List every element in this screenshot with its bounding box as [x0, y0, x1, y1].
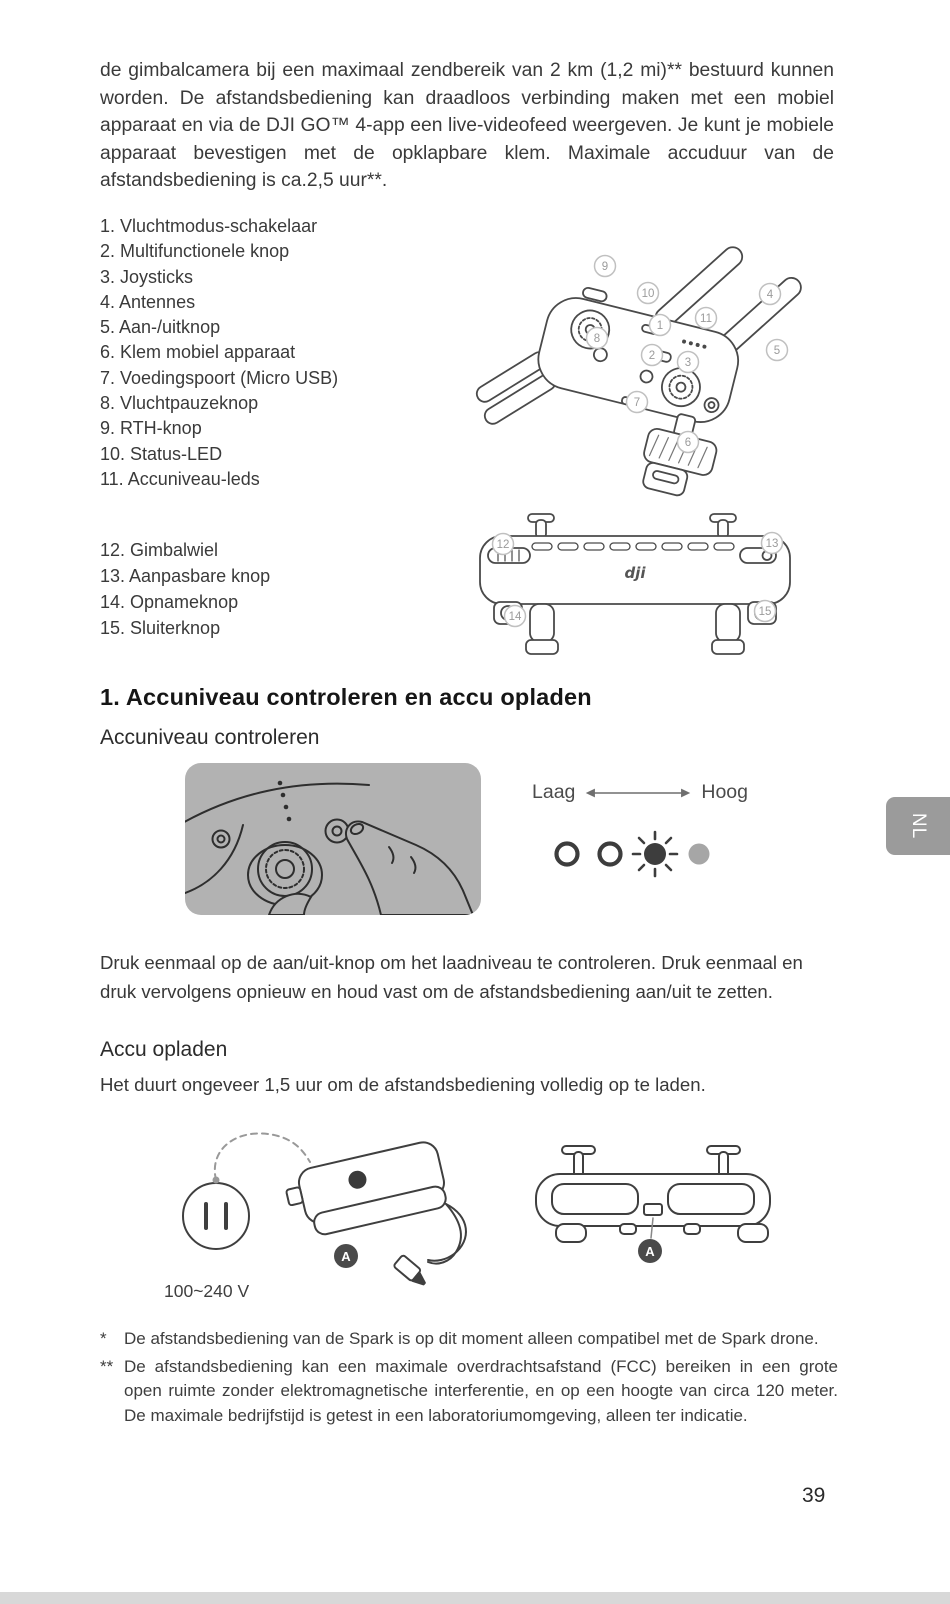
callout-14	[505, 606, 526, 627]
footnote-1-text: De afstandsbediening van de Spark is op dit moment alleen compatibel met de Spark drone.	[124, 1329, 819, 1348]
voltage-label: 100~240 V	[164, 1281, 250, 1301]
footnotes	[100, 1327, 838, 1428]
badge-a-cable	[334, 1244, 358, 1268]
svg-text:15: 15	[758, 606, 772, 618]
controller-front-diagram	[428, 236, 820, 508]
subheading-charge-battery: Accu opladen	[100, 1038, 228, 1061]
svg-text:6: 6	[684, 437, 692, 449]
callout-3	[678, 352, 699, 373]
charge-battery-paragraph: Het duurt ongeveer 1,5 uur om de afstandsbediening volledig op te laden.	[100, 1074, 706, 1095]
parts-list-rear	[100, 537, 270, 641]
joystick	[248, 842, 322, 905]
callout-11	[696, 308, 717, 329]
svg-text:4: 4	[766, 289, 774, 301]
hand	[269, 821, 473, 915]
level-labels	[532, 781, 748, 804]
subheading-check-battery: Accuniveau controleren	[100, 726, 320, 749]
callout-12	[493, 534, 514, 555]
charging-port	[644, 1204, 662, 1215]
battery-check-illustration	[185, 763, 481, 915]
remote-controller	[536, 1146, 770, 1242]
led-3-blinking	[633, 832, 677, 876]
wall-outlet	[183, 1183, 249, 1249]
check-battery-paragraph: Druk eenmaal op de aan/uit-knop om het laadniveau te controleren. Druk eenmaal en druk vervolgens opnieuw en houd vast om de afstandsbediening aan/uit te zetten.	[100, 952, 803, 1002]
language-tab-label: NL	[907, 812, 929, 840]
label-high: Hoog	[701, 781, 748, 803]
dji-logo: dji	[624, 564, 646, 582]
footnote-2	[100, 1355, 838, 1429]
part-item-10: 10. Status-LED	[100, 443, 223, 464]
svg-text:5: 5	[773, 345, 781, 357]
led-2	[600, 844, 621, 865]
svg-text:7: 7	[633, 397, 641, 409]
charger-adapter	[282, 1139, 449, 1240]
battery-level-indicator	[532, 781, 748, 880]
svg-text:11: 11	[700, 313, 712, 325]
power-cord	[213, 1133, 311, 1183]
svg-text:10: 10	[641, 288, 655, 300]
part-item-8: 8. Vluchtpauzeknop	[100, 393, 259, 414]
part-item-4: 4. Antennes	[100, 291, 196, 312]
svg-text:1: 1	[656, 320, 664, 332]
svg-text:A: A	[645, 1244, 655, 1259]
power-button	[326, 820, 349, 843]
callout-9	[595, 256, 616, 277]
callout-5	[767, 340, 788, 361]
svg-text:A: A	[341, 1249, 351, 1264]
charging-illustration	[150, 1104, 795, 1304]
low-high-arrow	[583, 786, 693, 800]
controller-rear-diagram	[468, 506, 803, 671]
footnote-1-marker: *	[100, 1329, 107, 1348]
part-item-7: 7. Voedingspoort (Micro USB)	[100, 367, 339, 388]
page-number: 39	[802, 1484, 826, 1507]
led-4	[689, 844, 710, 865]
svg-text:2: 2	[648, 350, 656, 362]
svg-text:3: 3	[684, 357, 692, 369]
part-item-5: 5. Aan-/uitknop	[100, 317, 221, 338]
part-item-6: 6. Klem mobiel apparaat	[100, 342, 296, 363]
footnote-2-text: De afstandsbediening kan een maximale overdrachtsafstand (FCC) bereiken in een grote open ruimte zonder elektromagnetische interferentie, en op een hoogte van circa 120 meter. De maximale bedrijfstijd is getest in een laboratoriumomgeving, alleen ter indicatie.	[124, 1356, 838, 1425]
callout-8	[587, 328, 608, 349]
svg-text:13: 13	[765, 538, 779, 550]
callout-15	[755, 601, 776, 622]
svg-text:8: 8	[593, 333, 601, 345]
intro-paragraph: de gimbalcamera bij een maximaal zendbereik van 2 km (1,2 mi)** bestuurd kunnen worden. De afstandsbediening kan draadloos verbinding maken met een mobiel apparaat en via de DJI GO™ 4-app een live-videofeed weergeven. Je kunt je mobiele apparaat bevestigen met de opklapbare klem. Maximale accuduur van de afstandsbediening is ca.2,5 uur**.	[100, 60, 834, 192]
part-item-14: 14. Opnameknop	[100, 592, 239, 612]
callout-1	[650, 315, 671, 336]
part-item-9: 9. RTH-knop	[100, 418, 202, 439]
badge-a-port	[638, 1239, 662, 1263]
callout-7	[627, 392, 648, 413]
part-item-13: 13. Aanpasbare knop	[100, 566, 271, 586]
svg-text:9: 9	[601, 261, 609, 273]
callout-13	[762, 533, 783, 554]
callout-6	[678, 432, 699, 453]
footer-bar	[0, 1592, 950, 1604]
usb-connector	[393, 1255, 429, 1289]
part-item-3: 3. Joysticks	[100, 266, 194, 287]
part-item-12: 12. Gimbalwiel	[100, 540, 219, 560]
language-tab	[886, 797, 950, 855]
part-item-15: 15. Sluiterknop	[100, 618, 221, 638]
part-item-2: 2. Multifunctionele knop	[100, 241, 290, 262]
press-power-button-drawing	[185, 763, 481, 915]
parts-list-front	[100, 214, 338, 492]
callout-10	[638, 283, 659, 304]
part-item-11: 11. Accuniveau-leds	[100, 468, 260, 489]
part-item-1: 1. Vluchtmodus-schakelaar	[100, 216, 318, 236]
label-low: Laag	[532, 781, 576, 803]
led-row	[549, 828, 731, 880]
svg-text:12: 12	[496, 539, 510, 551]
section-heading: 1. Accuniveau controleren en accu opladen	[100, 684, 592, 710]
callout-4	[760, 284, 781, 305]
usb-cable	[428, 1204, 466, 1264]
footnote-1	[100, 1327, 838, 1352]
led-1	[557, 844, 578, 865]
svg-text:14: 14	[508, 611, 522, 623]
callout-2	[642, 345, 663, 366]
footnote-2-marker: **	[100, 1356, 114, 1376]
